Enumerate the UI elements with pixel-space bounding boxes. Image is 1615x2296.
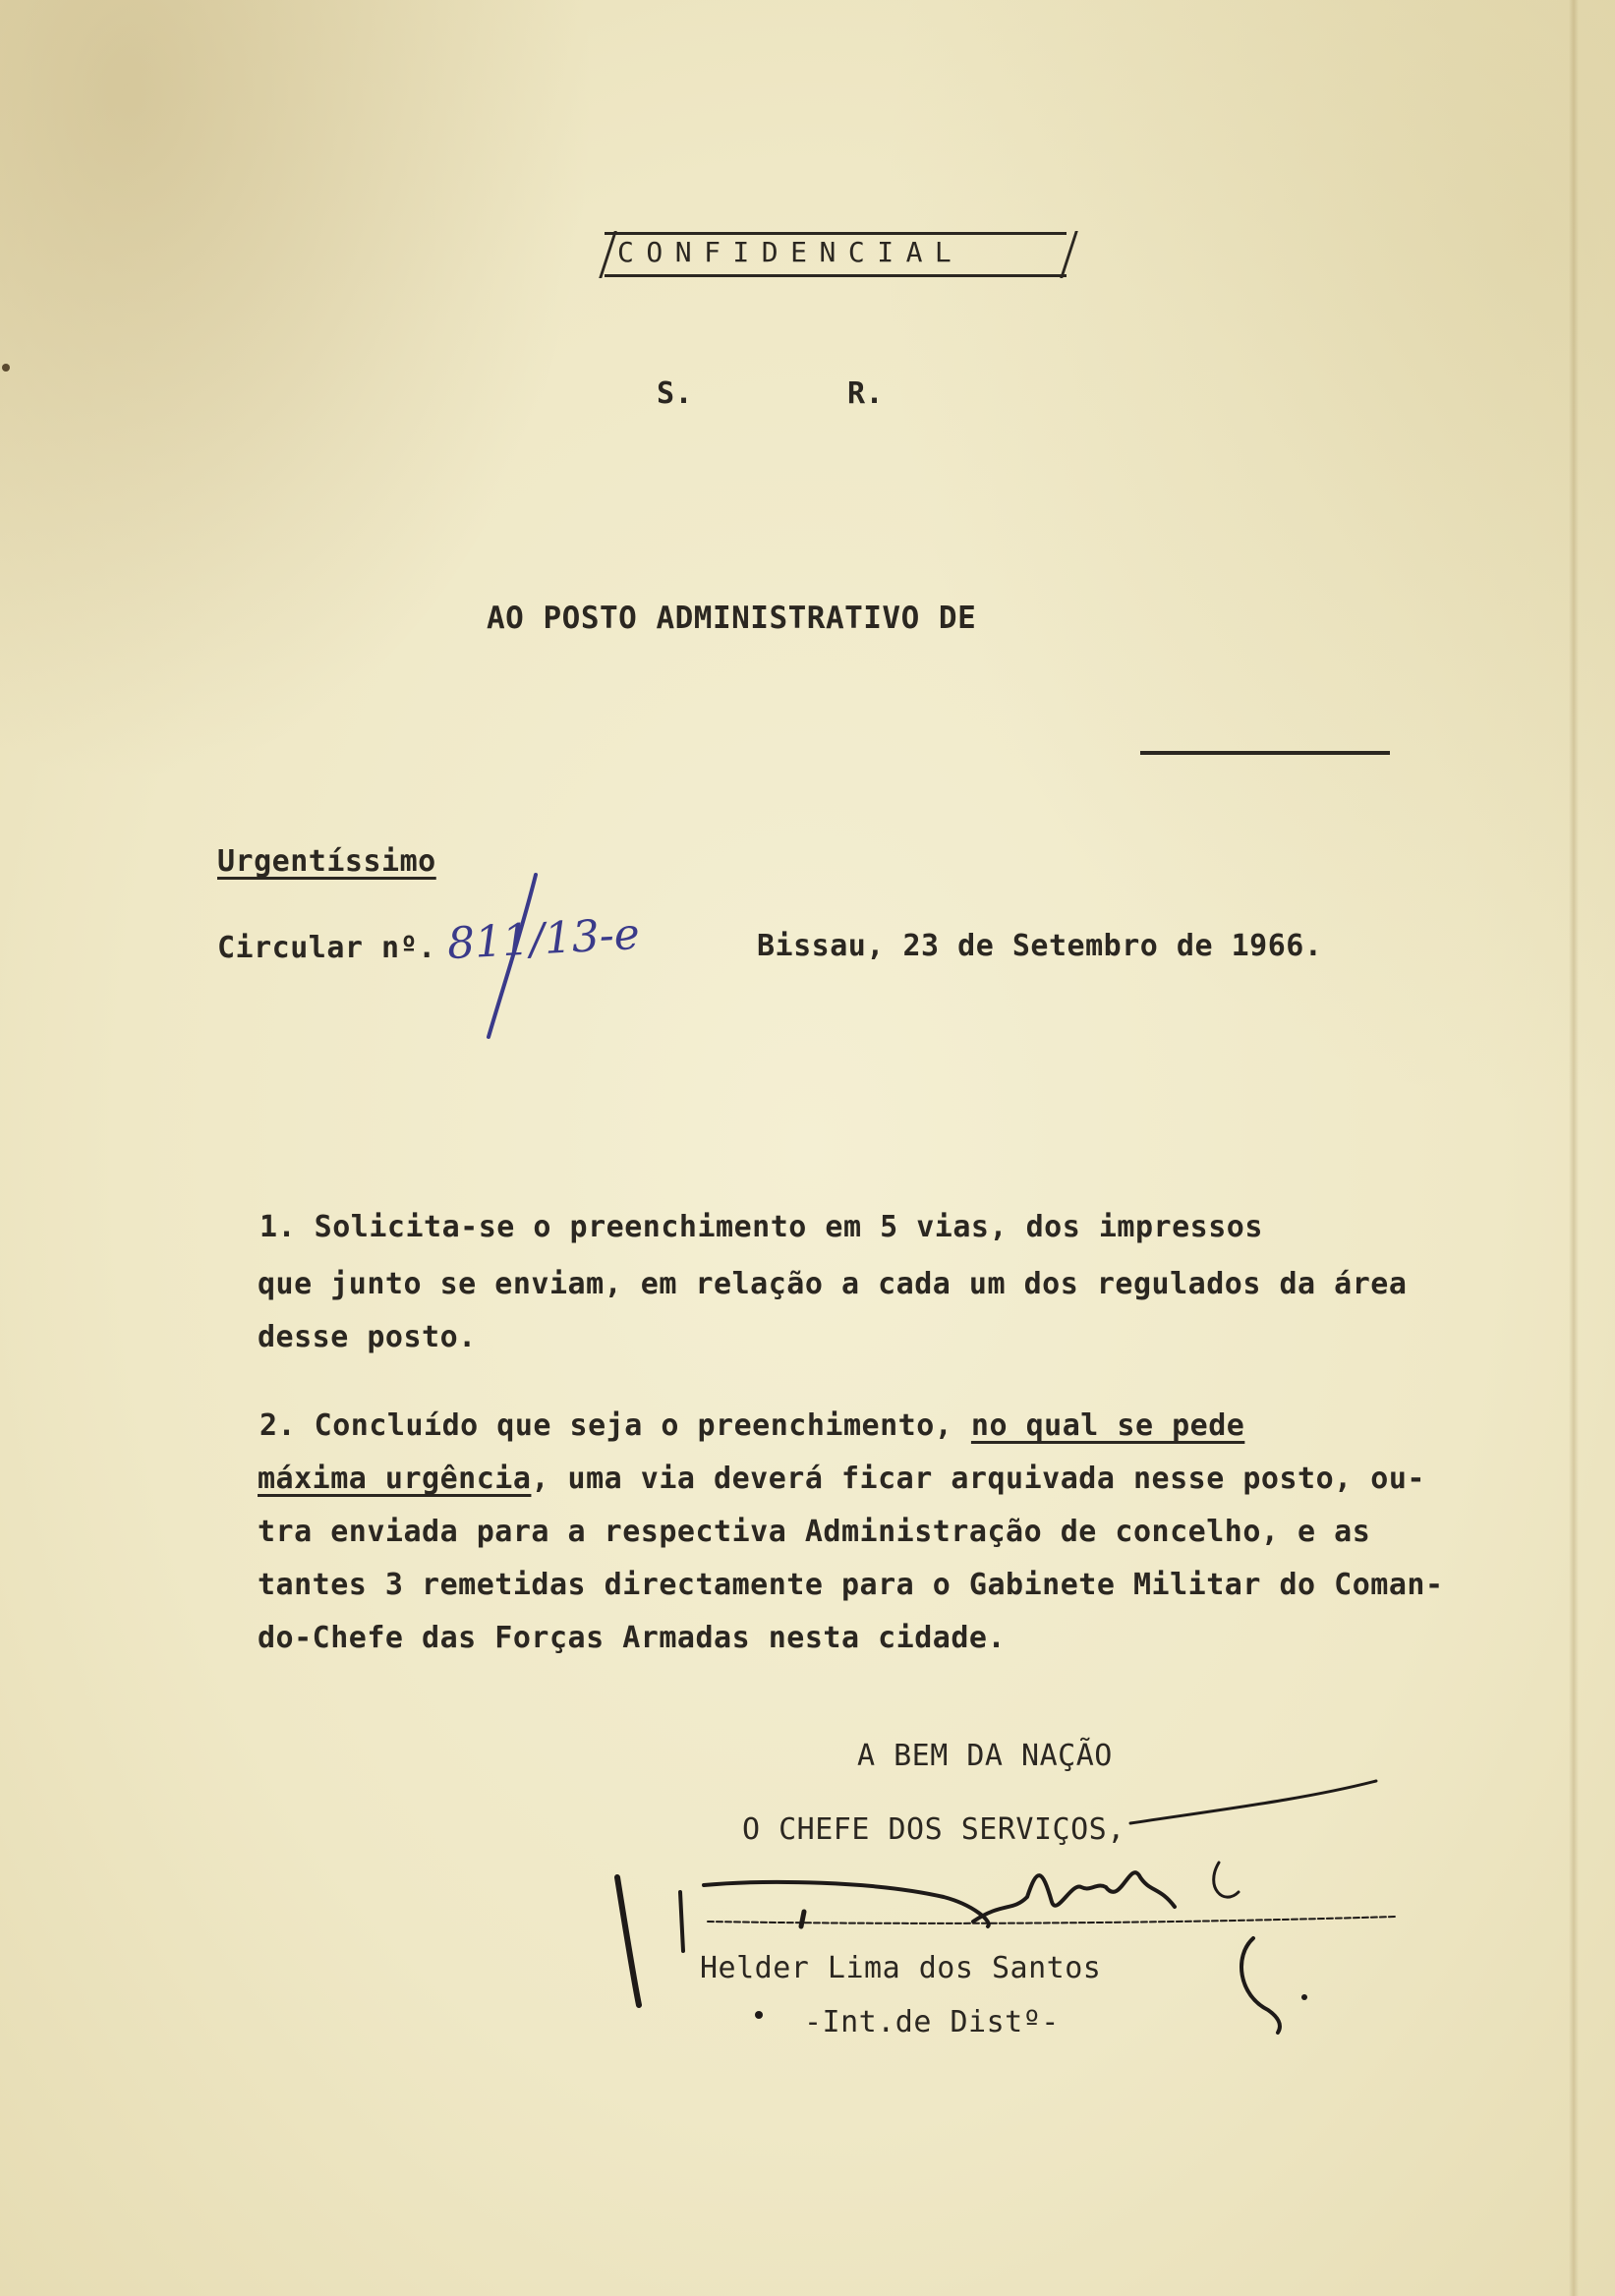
place-date: Bissau, 23 de Setembro de 1966. bbox=[757, 929, 1323, 963]
signature-dot-2 bbox=[755, 2011, 763, 2019]
priority-label: Urgentíssimo bbox=[217, 844, 436, 879]
signature-title: O CHEFE DOS SERVIÇOS, bbox=[742, 1812, 1125, 1847]
signature-dot-1 bbox=[1301, 1994, 1307, 2000]
paragraph2-line1 bbox=[260, 1408, 1245, 1443]
addressee-blank-line bbox=[1140, 751, 1390, 755]
paragraph2-line1-start: 2. Concluído que seja o preenchimento, bbox=[260, 1408, 971, 1443]
circular-number-handwritten: 811/13-e bbox=[445, 908, 641, 970]
paragraph1-line1: 1. Solicita-se o preenchimento em 5 vias, dos impressos bbox=[260, 1210, 1263, 1244]
paper-fold-crease bbox=[1569, 0, 1579, 2296]
paragraph2-line2 bbox=[258, 1464, 1425, 1494]
closing-salutation: A BEM DA NAÇÃO bbox=[857, 1739, 1113, 1773]
classification-stamp: CONFIDENCIAL bbox=[617, 236, 964, 268]
paragraph2-underlined-phrase: no qual se pede bbox=[970, 1408, 1245, 1443]
paragraph1-line3: desse posto. bbox=[258, 1320, 477, 1354]
sr-right: R. bbox=[847, 376, 885, 411]
paragraph2-line5: do-Chefe das Forças Armadas nesta cidade. bbox=[258, 1621, 1007, 1655]
paragraph2-line3: tra enviada para a respectiva Administração de concelho, e as bbox=[258, 1515, 1371, 1549]
addressee-line: AO POSTO ADMINISTRATIVO DE bbox=[487, 601, 977, 636]
paragraph2-line2-rest: , uma via deverá ficar arquivada nesse posto, ou- bbox=[531, 1462, 1425, 1496]
paragraph2-urgency-phrase: máxima urgência bbox=[258, 1462, 532, 1496]
signer-name: Helder Lima dos Santos bbox=[700, 1951, 1102, 1985]
paragraph2-line4: tantes 3 remetidas directamente para o Gabinete Militar do Coman- bbox=[258, 1568, 1444, 1602]
paper-edge-mark bbox=[2, 364, 10, 372]
sr-left: S. bbox=[657, 376, 694, 411]
circular-label: Circular nº. bbox=[217, 931, 436, 965]
signer-role: -Int.de Distº- bbox=[804, 2005, 1060, 2039]
paragraph1-line2: que junto se enviam, em relação a cada um dos regulados da área bbox=[258, 1267, 1408, 1301]
